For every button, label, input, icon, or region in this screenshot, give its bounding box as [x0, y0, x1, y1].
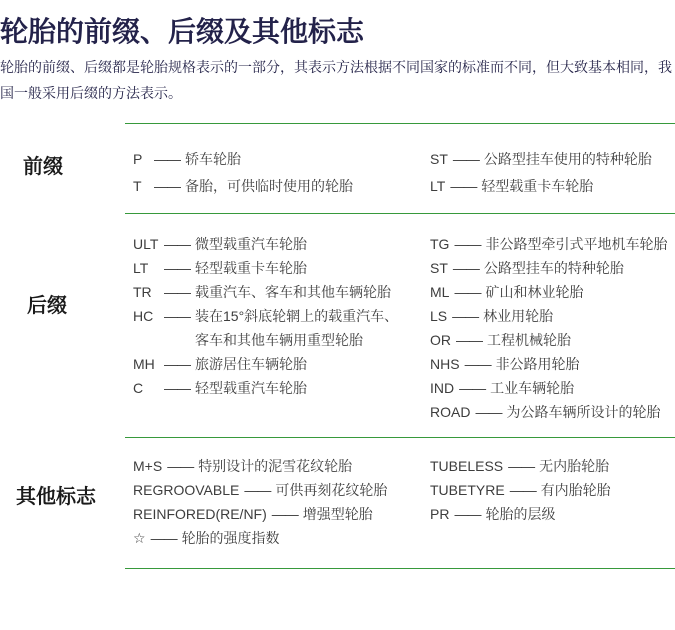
definition-row [125, 232, 422, 256]
definition-row [422, 478, 675, 502]
description-text: 备胎，可供临时使用的轮胎 [185, 178, 353, 194]
definition-row [422, 352, 675, 376]
code-label: IND [430, 380, 455, 396]
description-text: 微型载重汽车轮胎 [195, 236, 307, 252]
definition-row [422, 454, 675, 478]
section-content [125, 214, 675, 438]
left-column [125, 146, 422, 200]
description-text: 矿山和林业轮胎 [485, 284, 584, 300]
dash-separator: —— [164, 284, 190, 300]
dash-separator: —— [452, 151, 479, 167]
section-other-marks [0, 438, 675, 569]
code-label: TR [133, 284, 152, 300]
code-label: REINFORED(RE/NF) [133, 506, 267, 522]
dash-separator: —— [509, 482, 536, 498]
definition-row [422, 328, 675, 352]
description-text: 无内胎轮胎 [539, 458, 610, 474]
definition-row [422, 232, 675, 256]
description-text: 旅游居住车辆轮胎 [195, 356, 307, 372]
dash-separator: —— [454, 284, 481, 300]
right-column [422, 454, 675, 526]
dash-separator: —— [459, 380, 486, 396]
dash-separator: —— [154, 178, 180, 194]
definition-row [125, 478, 422, 502]
dash-separator: —— [164, 308, 190, 324]
definition-row [125, 454, 422, 478]
code-label: M+S [133, 458, 163, 474]
tyre-markings-article [0, 16, 675, 630]
description-text: 轻型载重卡车轮胎 [195, 260, 307, 276]
section-suffix [0, 214, 675, 438]
section-content [125, 123, 675, 214]
dash-separator: —— [164, 380, 190, 396]
dash-separator: —— [464, 356, 491, 372]
code-label: HC [133, 308, 154, 324]
description-text: 轿车轮胎 [185, 151, 241, 167]
description-text: 有内胎轮胎 [540, 482, 611, 498]
definition-row [125, 502, 422, 526]
dash-separator: —— [452, 308, 479, 324]
code-label: OR [430, 332, 451, 348]
dash-separator: —— [164, 260, 190, 276]
dash-separator: —— [244, 482, 271, 498]
description-text: 可供再刻花纹轮胎 [275, 482, 388, 498]
dash-separator: —— [475, 404, 502, 420]
right-column [422, 146, 675, 200]
code-label: LS [430, 308, 448, 324]
code-label: REGROOVABLE [133, 482, 240, 498]
dash-separator: —— [164, 236, 190, 252]
section-label: 前缀 [23, 156, 63, 178]
dash-separator: —— [454, 236, 481, 252]
description-text: 轻型载重汽车轮胎 [195, 380, 307, 396]
description-text: 非公路型牵引式平地机车轮胎 [485, 236, 668, 252]
definition-row [422, 304, 675, 328]
right-column [422, 232, 675, 424]
definition-row [422, 280, 675, 304]
code-label: NHS [430, 356, 460, 372]
section-prefix [0, 123, 675, 214]
description-text: 公路型挂车使用的特种轮胎 [483, 151, 652, 167]
definition-row [125, 256, 422, 280]
section-label: 后缀 [27, 295, 67, 317]
dash-separator: —— [452, 260, 479, 276]
code-label: LT [133, 260, 149, 276]
definition-row [125, 280, 422, 304]
description-text: 轮胎的层级 [485, 506, 556, 522]
dash-separator: —— [164, 356, 190, 372]
intro-paragraph: 轮胎的前缀、后缀都是轮胎规格表示的一部分，其表示方法根据不同国家的标准而不同，但大致基本相同，我国一般采用后缀的方法表示。 [0, 59, 672, 101]
description-text: 公路型挂车的特种轮胎 [483, 260, 624, 276]
section-gutter [0, 214, 125, 438]
dash-separator: —— [454, 506, 481, 522]
code-label: TUBETYRE [430, 482, 505, 498]
code-label: ROAD [430, 404, 471, 420]
definition-row [125, 526, 422, 550]
code-label: LT [430, 178, 446, 194]
definition-row [422, 400, 675, 424]
left-column [125, 454, 422, 550]
definition-row [125, 304, 422, 352]
code-label: MH [133, 356, 155, 372]
code-label: PR [430, 506, 450, 522]
code-label: T [133, 178, 142, 194]
code-label: C [133, 380, 144, 396]
section-label: 其他标志 [16, 486, 96, 508]
description-text: 装在15°斜底轮辋上的载重汽车、 客车和其他车辆用重型轮胎 [195, 308, 399, 348]
description-text: 为公路车辆所设计的轮胎 [506, 404, 661, 420]
dash-separator: —— [271, 506, 298, 522]
section-gutter [0, 438, 125, 569]
dash-separator: —— [450, 178, 477, 194]
dash-separator: —— [154, 151, 180, 167]
description-text: 轻型载重卡车轮胎 [481, 178, 594, 194]
code-label: ULT [133, 236, 159, 252]
description-text: 增强型轮胎 [302, 506, 373, 522]
description-text: 特别设计的泥雪花纹轮胎 [198, 458, 353, 474]
definition-row [422, 146, 675, 173]
description-text: 林业用轮胎 [483, 308, 554, 324]
code-label: ST [430, 151, 448, 167]
definition-row [422, 256, 675, 280]
code-label: TUBELESS [430, 458, 504, 474]
description-text: 载重汽车、客车和其他车辆轮胎 [195, 284, 391, 300]
section-content [125, 438, 675, 569]
dash-separator: —— [456, 332, 482, 348]
definition-row [125, 376, 422, 400]
dash-separator: —— [508, 458, 535, 474]
definition-row [125, 173, 422, 200]
star-icon: ☆ [133, 530, 146, 546]
left-column [125, 232, 422, 400]
code-label: ML [430, 284, 450, 300]
dash-separator: —— [167, 458, 194, 474]
description-text: 非公路用轮胎 [495, 356, 580, 372]
code-label: ST [430, 260, 448, 276]
section-gutter [0, 123, 125, 214]
dash-separator: —— [150, 530, 177, 546]
definition-row [422, 173, 675, 200]
definition-row [125, 146, 422, 173]
page-title: 轮胎的前缀、后缀及其他标志 [0, 16, 365, 47]
definition-row [125, 352, 422, 376]
definition-row [422, 376, 675, 400]
description-text: 轮胎的强度指数 [181, 530, 280, 546]
definition-row [422, 502, 675, 526]
code-label: P [133, 151, 143, 167]
code-label: TG [430, 236, 450, 252]
description-text: 工程机械轮胎 [487, 332, 571, 348]
description-text: 工业车辆轮胎 [490, 380, 575, 396]
definition-sections [0, 123, 675, 569]
